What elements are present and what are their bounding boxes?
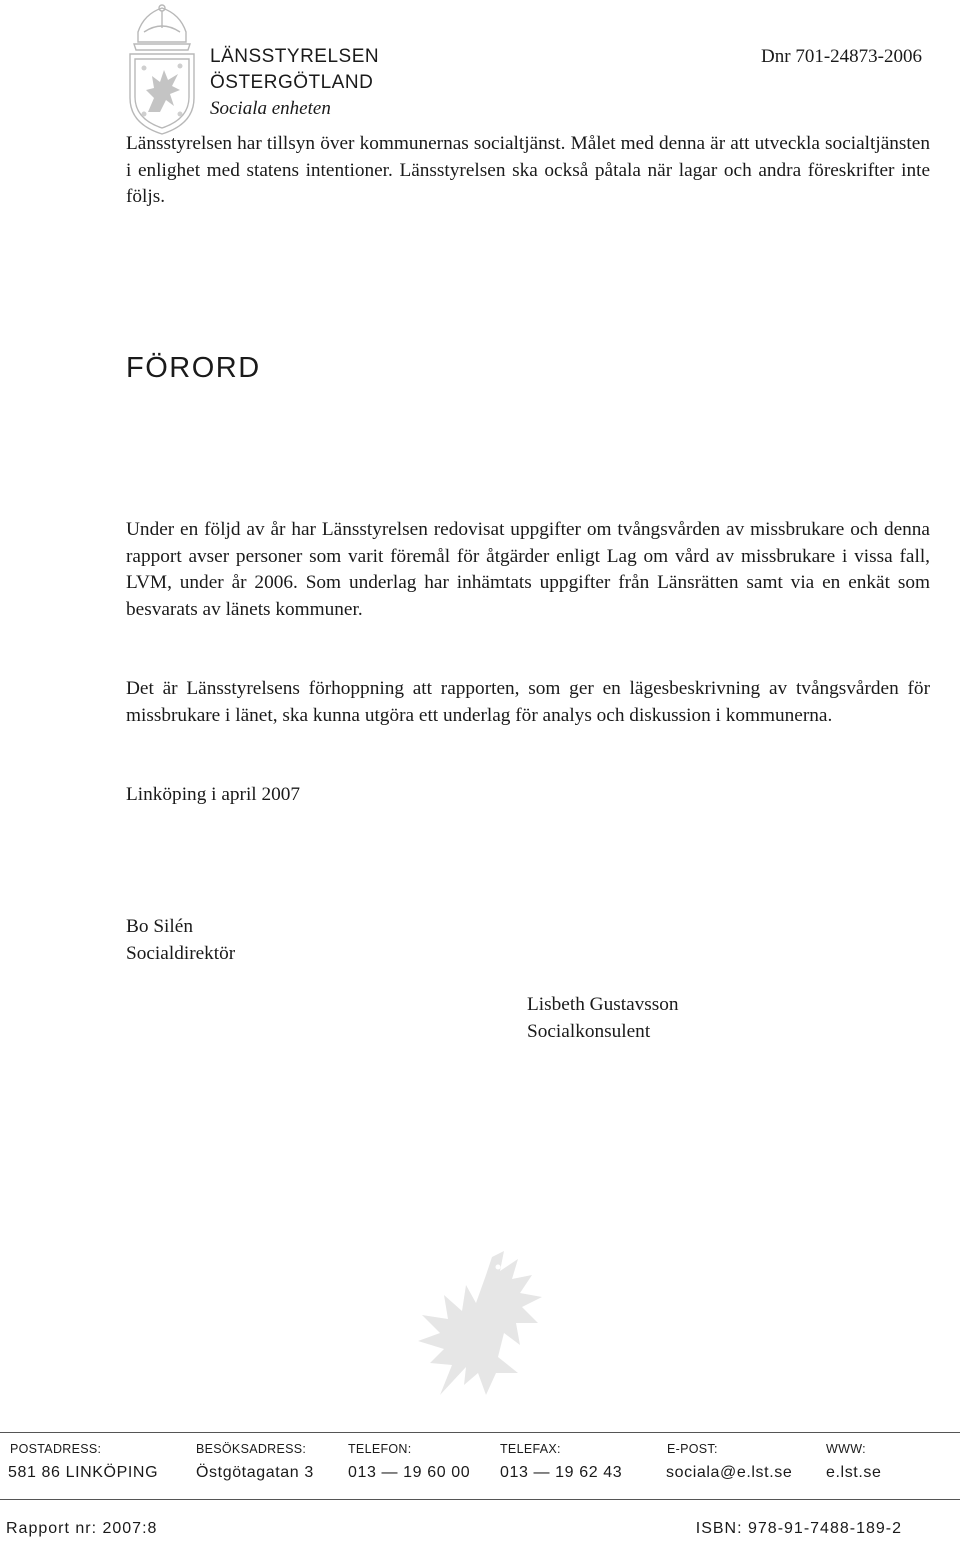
org-line-1: LÄNSSTYRELSEN — [210, 46, 380, 67]
signatory-1 — [126, 914, 235, 967]
paragraph-3: Det är Länsstyrelsens förhoppning att rapporten, som ger en lägesbeskrivning av tvångsvården för missbrukare i länet, ska kunna utgöra ett underlag för analys och diskussion i kommunerna. — [126, 678, 930, 726]
org-line-2: ÖSTERGÖTLAND — [210, 72, 374, 93]
document-number: Dnr 701-24873-2006 — [761, 46, 922, 67]
signatory-role: Socialdirektör — [126, 942, 236, 964]
fax-value: 013 — 19 62 43 — [500, 1464, 623, 1481]
paragraph-2: Under en följd av år har Länsstyrelsen redovisat uppgifter om tvångsvården av missbrukare och denna rapport avser personer som varit föremål för åtgärder enligt Lag om vård av missbrukare i vissa fall, LVM, under år 2006. Som underlag har inhämtats uppgifter från Länsrätten samt via en enkät som besvarats av länets kommuner. — [126, 519, 930, 620]
coat-of-arms-icon — [124, 2, 200, 138]
www-label: WWW: — [826, 1442, 866, 1456]
paragraph-1: Länsstyrelsen har tillsyn över kommunernas socialtjänst. Målet med denna är att utveckla socialtjänsten i enlighet med statens intentioner. Länsstyrelsen ska också påtala när lagar och andra föreskrifter inte följs. — [126, 133, 930, 207]
page-title: FÖRORD — [126, 352, 261, 384]
report-number: Rapport nr: 2007:8 — [6, 1520, 158, 1537]
signatory-role: Socialkonsulent — [527, 1020, 651, 1042]
signatory-name: Lisbeth Gustavsson — [527, 994, 679, 1015]
postal-label: POSTADRESS: — [10, 1442, 102, 1456]
postal-value: 581 86 LINKÖPING — [8, 1464, 159, 1481]
footer-rule-bottom — [0, 1499, 960, 1500]
org-unit: Sociala enheten — [210, 98, 331, 119]
email-value[interactable]: sociala@e.lst.se — [666, 1464, 793, 1481]
org-name — [210, 44, 379, 96]
www-value[interactable]: e.lst.se — [826, 1464, 882, 1481]
signatory-name: Bo Silén — [126, 916, 193, 937]
fax-label: TELEFAX: — [500, 1442, 561, 1456]
visit-value: Östgötagatan 3 — [196, 1464, 314, 1481]
phone-label: TELEFON: — [348, 1442, 412, 1456]
visit-label: BESÖKSADRESS: — [196, 1442, 307, 1456]
email-label: E-POST: — [667, 1442, 718, 1456]
signatory-2 — [527, 992, 679, 1045]
isbn: ISBN: 978-91-7488-189-2 — [695, 1520, 902, 1537]
griffin-icon — [400, 1245, 560, 1405]
phone-value: 013 — 19 60 00 — [348, 1464, 471, 1481]
place-date: Linköping i april 2007 — [126, 784, 301, 805]
footer-rule-top — [0, 1432, 960, 1433]
